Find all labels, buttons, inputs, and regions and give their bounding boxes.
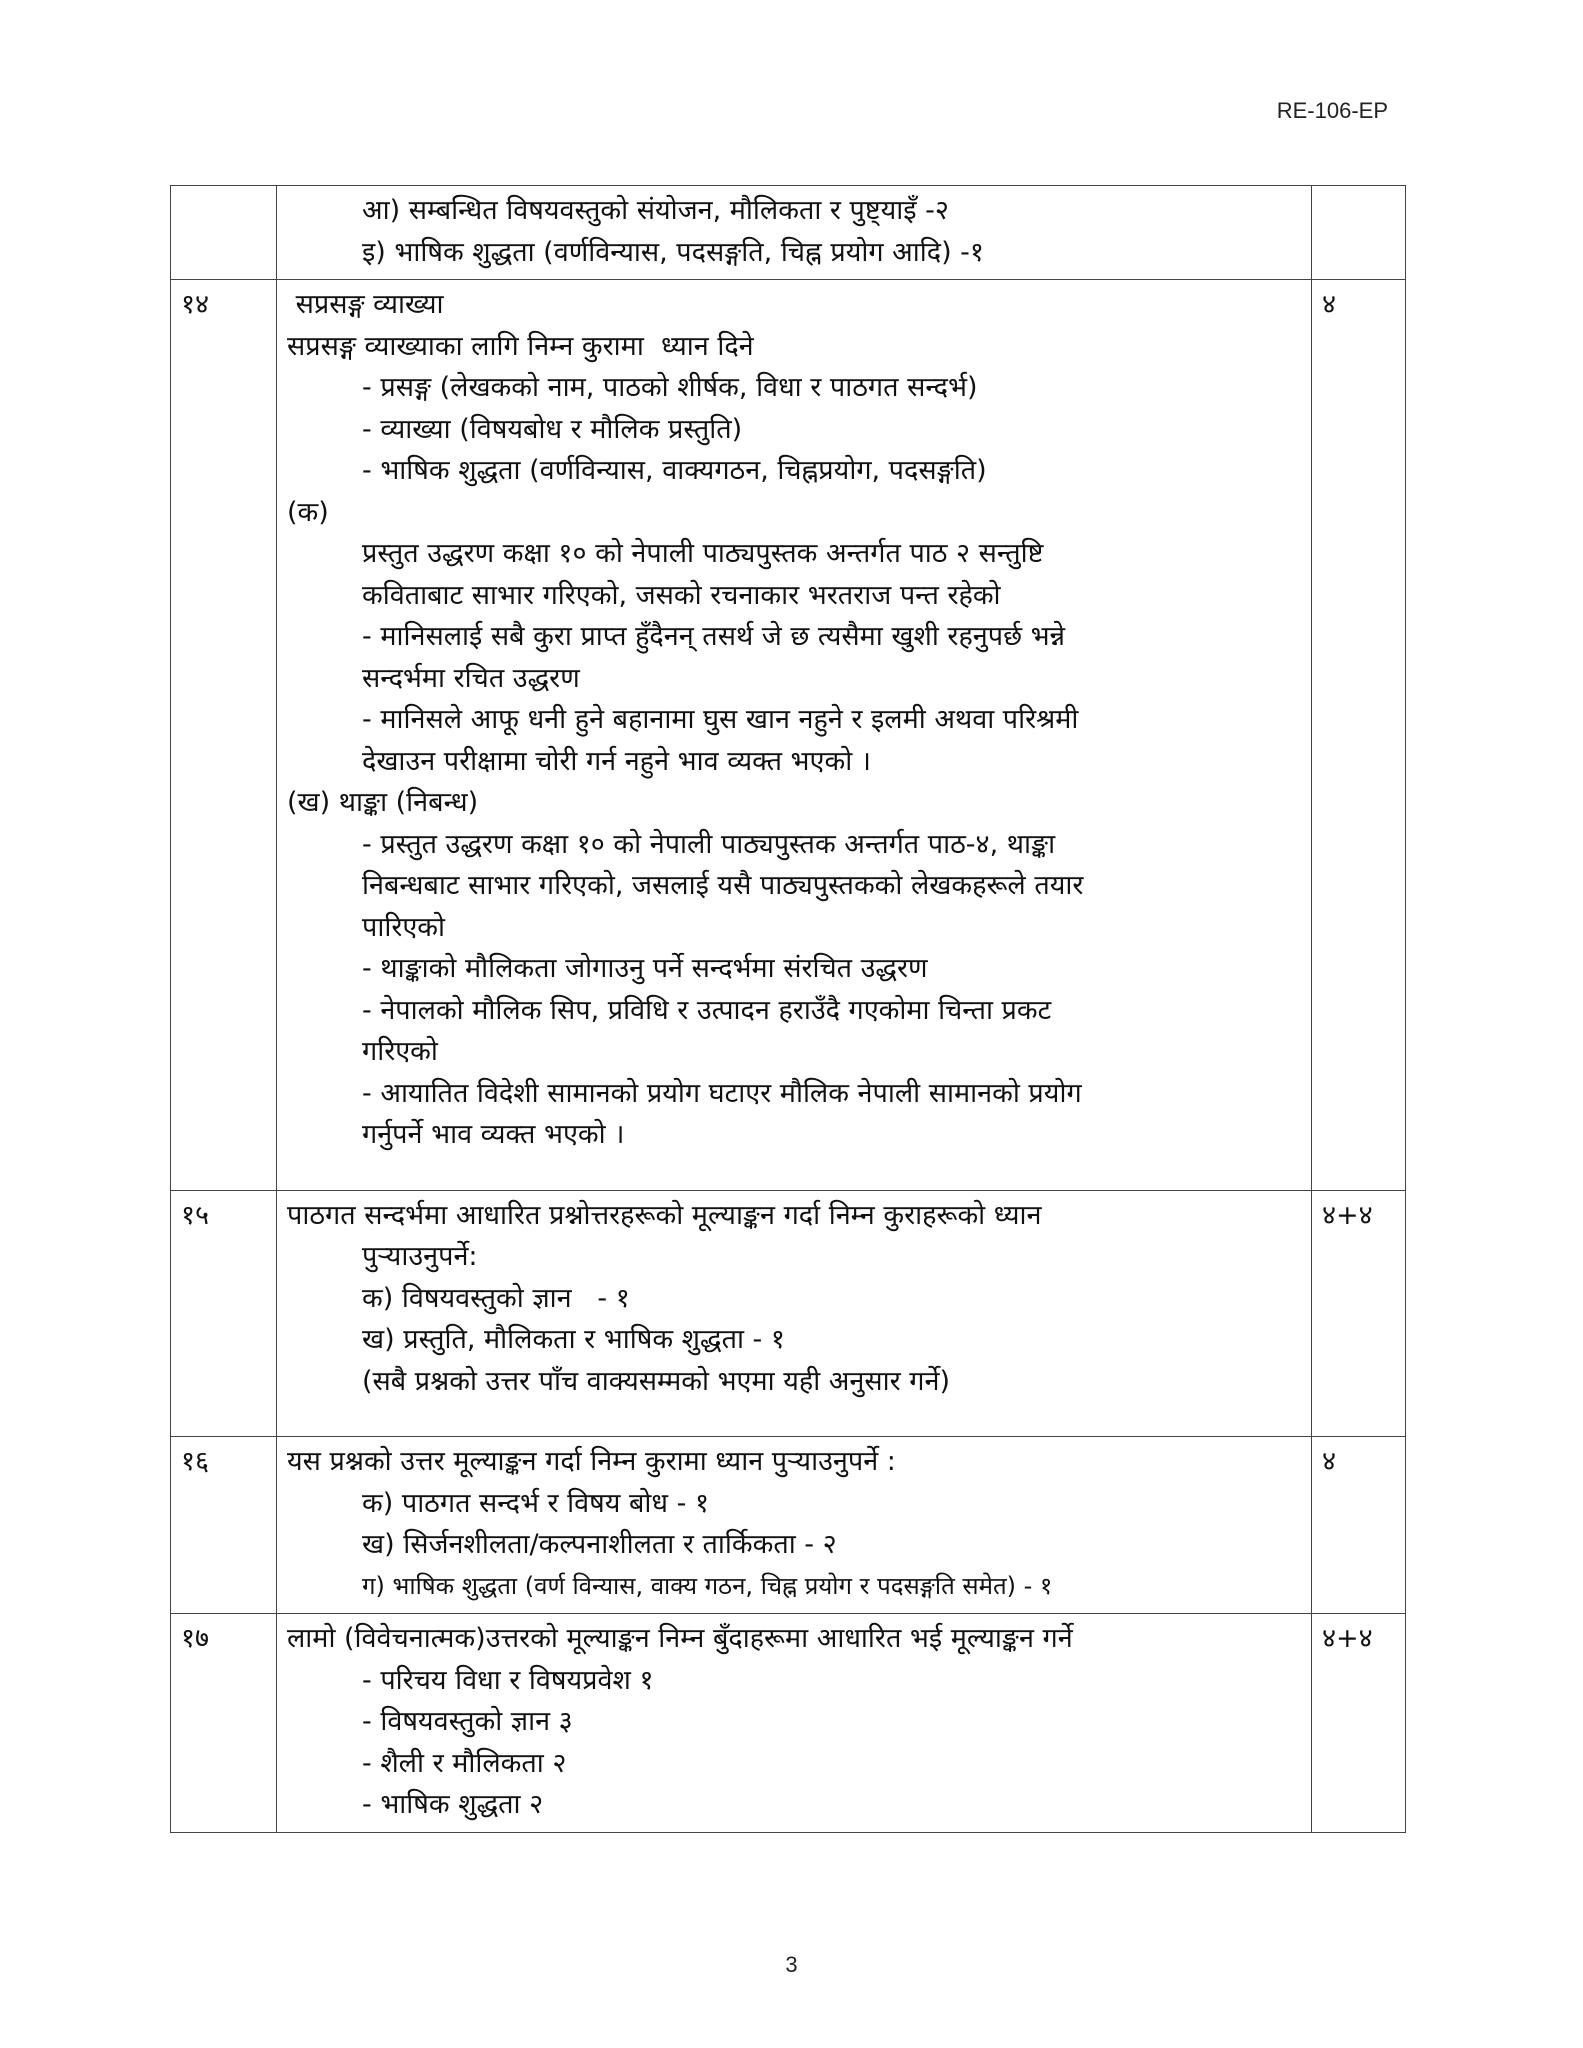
table-row xyxy=(171,280,1406,1191)
criteria-line: कविताबाट साभार गरिएको, जसको रचनाकार भरतराज पन्त रहेको xyxy=(362,579,1001,611)
section-heading: सप्रसङ्ग व्याख्या xyxy=(287,289,444,320)
table-row xyxy=(171,1614,1406,1833)
criteria-line: - परिचय विधा र विषयप्रवेश १ xyxy=(362,1664,654,1696)
sub-question-label: (क) xyxy=(287,496,329,528)
marking-criteria xyxy=(277,186,1312,280)
criteria-line: - भाषिक शुद्धता २ xyxy=(362,1789,544,1820)
criteria-line: गरिएको xyxy=(362,1036,438,1067)
question-number: १७ xyxy=(171,1614,277,1833)
criteria-line: यस प्रश्नको उत्तर मूल्याङ्कन गर्दा निम्न कुरामा ध्यान पुऱ्याउनुपर्ने : xyxy=(287,1446,896,1477)
marks: ४+४ xyxy=(1312,1190,1406,1437)
question-number: १४ xyxy=(171,280,277,1191)
criteria-line: - भाषिक शुद्धता (वर्णविन्यास, वाक्यगठन, चिह्नप्रयोग, पदसङ्गति) xyxy=(362,455,987,486)
question-number: १६ xyxy=(171,1437,277,1614)
criteria-line: - मानिसले आफू धनी हुने बहानामा घुस खान नहुने र इलमी अथवा परिश्रमी xyxy=(362,704,1079,735)
document-code: RE-106-EP xyxy=(1276,98,1388,123)
criteria-line: प्रस्तुत उद्धरण कक्षा १० को नेपाली पाठ्यपुस्तक अन्तर्गत पाठ २ सन्तुष्टि xyxy=(362,538,1044,569)
criteria-line: गर्नुपर्ने भाव व्यक्त भएको । xyxy=(362,1119,625,1150)
table-row xyxy=(171,1190,1406,1437)
criteria-line: पाठगत सन्दर्भमा आधारित प्रश्नोत्तरहरूको मूल्याङ्कन गर्दा निम्न कुराहरूको ध्यान xyxy=(287,1199,1042,1231)
criteria-line: लामो (विवेचनात्मक)उत्तरको मूल्याङ्कन निम्न बुँदाहरूमा आधारित भई मूल्याङ्कन गर्ने xyxy=(287,1623,1073,1654)
criteria-line: इ) भाषिक शुद्धता (वर्णविन्यास, पदसङ्गति, चिह्न प्रयोग आदि) -१ xyxy=(362,236,984,268)
criteria-line: आ) सम्बन्धित विषयवस्तुको संयोजन, मौलिकता र पुष्ट्याइँ -२ xyxy=(362,195,949,226)
criteria-line: ग) भाषिक शुद्धता (वर्ण विन्यास, वाक्य गठन, चिह्न प्रयोग र पदसङ्गति समेत) - १ xyxy=(362,1571,1053,1600)
criteria-line: पारिएको xyxy=(362,911,446,943)
sub-question-label: (ख) थाङ्का (निबन्ध) xyxy=(287,787,479,818)
marking-criteria xyxy=(277,1437,1312,1614)
criteria-line: - मानिसलाई सबै कुरा प्राप्त हुँदैनन् तसर्थ जे छ त्यसैमा खुशी रहनुपर्छ भन्ने xyxy=(362,621,1065,652)
criteria-line: - प्रसङ्ग (लेखकको नाम, पाठको शीर्षक, विधा र पाठगत सन्दर्भ) xyxy=(362,372,978,403)
criteria-line: - व्याख्या (विषयबोध र मौलिक प्रस्तुति) xyxy=(362,413,743,445)
criteria-line: सप्रसङ्ग व्याख्याका लागि निम्न कुरामा ध्यान दिने xyxy=(287,330,754,362)
criteria-line: - आयातित विदेशी सामानको प्रयोग घटाएर मौलिक नेपाली सामानको प्रयोग xyxy=(362,1077,1082,1109)
marks: ४ xyxy=(1312,280,1406,1191)
criteria-line: (सबै प्रश्नको उत्तर पाँच वाक्यसम्मको भएमा यही अनुसार गर्ने) xyxy=(362,1365,950,1397)
criteria-line: - विषयवस्तुको ज्ञान ३ xyxy=(362,1706,573,1737)
table-row xyxy=(171,186,1406,280)
criteria-line: - थाङ्काको मौलिकता जोगाउनु पर्ने सन्दर्भमा संरचित उद्धरण xyxy=(362,953,928,984)
marking-scheme-table xyxy=(170,185,1406,1833)
marks: ४ xyxy=(1312,1437,1406,1614)
criteria-line: - शैली र मौलिकता २ xyxy=(362,1747,567,1779)
page-number: 3 xyxy=(785,1952,798,1977)
criteria-line: - प्रस्तुत उद्धरण कक्षा १० को नेपाली पाठ्यपुस्तक अन्तर्गत पाठ-४, थाङ्का xyxy=(362,828,1056,860)
criteria-line: ख) प्रस्तुति, मौलिकता र भाषिक शुद्धता - १ xyxy=(362,1324,785,1355)
criteria-line: देखाउन परीक्षामा चोरी गर्न नहुने भाव व्यक्त भएको । xyxy=(362,745,872,777)
criteria-line: सन्दर्भमा रचित उद्धरण xyxy=(362,662,580,694)
criteria-line: क) पाठगत सन्दर्भ र विषय बोध - १ xyxy=(362,1487,709,1519)
criteria-line: ख) सिर्जनशीलता/कल्पनाशीलता र तार्किकता - २ xyxy=(362,1529,837,1560)
table-row xyxy=(171,1437,1406,1614)
criteria-line: निबन्धबाट साभार गरिएको, जसलाई यसै पाठ्यपुस्तकको लेखकहरूले तयार xyxy=(362,870,1084,901)
marks: ४+४ xyxy=(1312,1614,1406,1833)
question-number: १५ xyxy=(171,1190,277,1437)
marks xyxy=(1312,186,1406,280)
criteria-line: पुऱ्याउनुपर्ने: xyxy=(362,1241,478,1272)
criteria-line: क) विषयवस्तुको ज्ञान - १ xyxy=(362,1282,630,1314)
question-number xyxy=(171,186,277,280)
marking-criteria xyxy=(277,1190,1312,1437)
marking-criteria xyxy=(277,1614,1312,1833)
marking-criteria xyxy=(277,280,1312,1191)
criteria-line: - नेपालको मौलिक सिप, प्रविधि र उत्पादन हराउँदै गएकोमा चिन्ता प्रकट xyxy=(362,994,1052,1026)
